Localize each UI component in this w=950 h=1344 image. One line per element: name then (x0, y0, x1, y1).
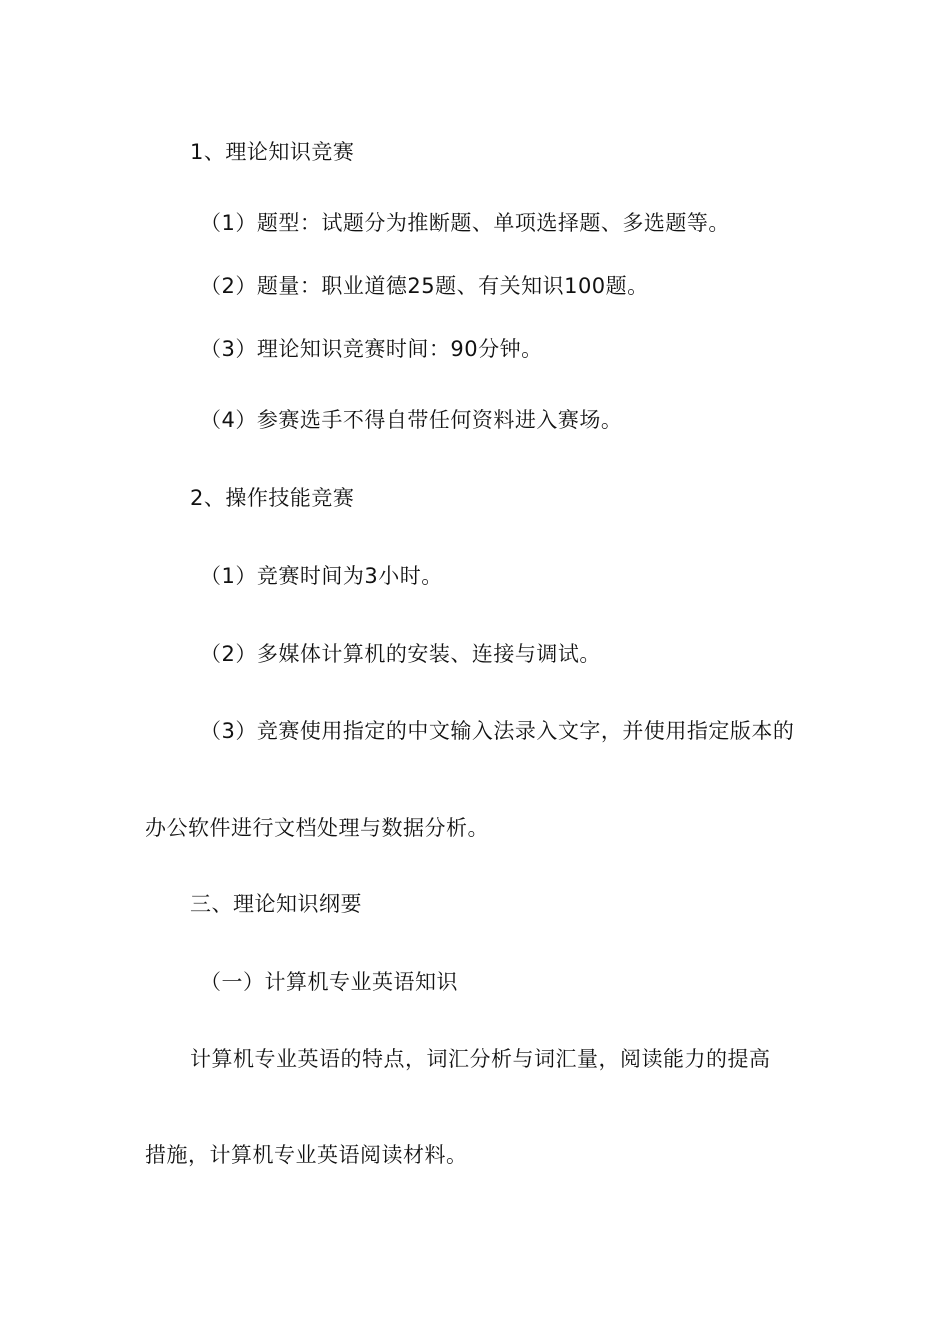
section-heading-theory-competition: 1、理论知识竞赛 (190, 140, 355, 164)
list-item-no-materials: （4）参赛选手不得自带任何资料进入赛场。 (200, 408, 623, 432)
list-item-competition-time: （1）竞赛时间为3小时。 (200, 564, 443, 588)
subsection-heading-english: （一）计算机专业英语知识 (200, 970, 458, 994)
list-item-input-method-line2: 办公软件进行文档处理与数据分析。 (145, 816, 489, 840)
list-item-theory-time: （3）理论知识竞赛时间：90分钟。 (200, 337, 543, 361)
paragraph-english-line1: 计算机专业英语的特点，词汇分析与词汇量，阅读能力的提高 (190, 1047, 771, 1071)
section-heading-skill-competition: 2、操作技能竞赛 (190, 486, 355, 510)
list-item-input-method-line1: （3）竞赛使用指定的中文输入法录入文字，并使用指定版本的 (200, 719, 795, 743)
list-item-question-types: （1）题型：试题分为推断题、单项选择题、多选题等。 (200, 211, 730, 235)
list-item-computer-setup: （2）多媒体计算机的安装、连接与调试。 (200, 642, 601, 666)
section-heading-theory-outline: 三、理论知识纲要 (190, 892, 362, 916)
paragraph-english-line2: 措施，计算机专业英语阅读材料。 (145, 1143, 468, 1167)
list-item-question-count: （2）题量：职业道德25题、有关知识100题。 (200, 274, 649, 298)
